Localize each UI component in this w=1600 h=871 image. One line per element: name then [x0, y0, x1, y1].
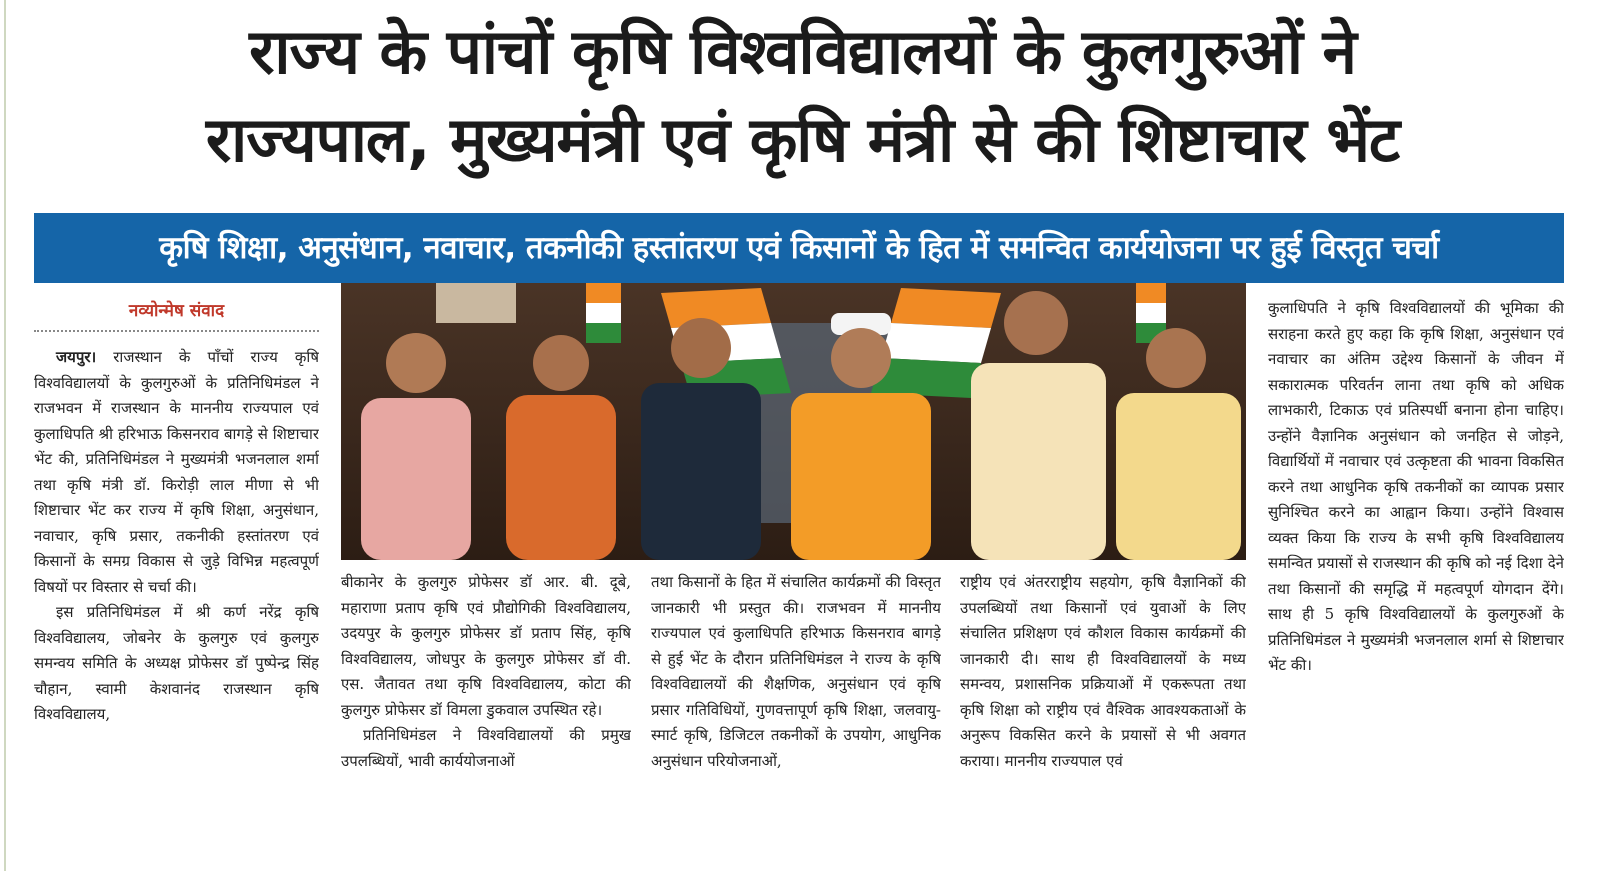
column-1-paragraph-2: इस प्रतिनिधिमंडल में श्री कर्ण नरेंद्र कृषि विश्वविद्यालय, जोबनेर के कुलगुरु एवं कुलगुरु समन्वय समिति के अध्यक्ष प्रोफेसर डॉ पुष्पेन्द्र सिंह चौहान, स्वामी केशवानंद राजस्थान कृषि विश्वविद्यालय, — [34, 603, 319, 723]
column-5-paragraph-1: कुलाधिपति ने कृषि विश्वविद्यालयों की भूमिका की सराहना करते हुए कहा कि कृषि शिक्षा, अनुसंधान एवं नवाचार का अंतिम उद्देश्य किसानों के जीवन में सकारात्मक परिवर्तन लाना तथा कृषि को अधिक लाभकारी, टिकाऊ एवं प्रतिस्पर्धी बनाना होना चाहिए। उन्होंने वैज्ञानिक अनुसंधान को जनहित से जोड़ने, विद्यार्थियों में नवाचार एवं उत्कृष्टता की भावना विकसित करने तथा आधुनिक कृषि तकनीकों का व्यापक प्रसार सुनिश्चित करने का आह्वान किया। उन्होंने विश्वास व्यक्त किया कि राज्य के सभी कृषि विश्वविद्यालय समन्वित प्रयासों से राजस्थान की कृषि को नई दिशा देने तथा किसानों की समृद्धि में महत्वपूर्ण योगदान देंगे। साथ ही 5 कृषि विश्वविद्यालयों के कुलगुरुओं के प्रतिनिधिमंडल ने मुख्यमंत्री भजनलाल शर्मा से शिष्टाचार भेंट की। — [1268, 299, 1564, 674]
article-column-4 — [960, 570, 1246, 860]
article-column-3 — [651, 570, 941, 860]
column-2-paragraph-1: बीकानेर के कुलगुरु प्रोफेसर डॉ आर. बी. दूबे, महाराणा प्रताप कृषि एवं प्रौद्योगिकी विश्वविद्यालय, उदयपुर के कुलगुरु प्रोफेसर डॉ प्रताप सिंह, कृषि विश्वविद्यालय, जोधपुर के कुलगुरु प्रोफेसर डॉ वी. एस. जैतावत तथा कृषि विश्वविद्यालय, कोटा की कुलगुरु प्रोफेसर डॉ विमला डुकवाल उपस्थित रहे। — [341, 573, 631, 719]
dateline-place: जयपुर। — [56, 348, 97, 366]
headline-line-1: राज्य के पांचों कृषि विश्वविद्यालयों के कुलगुरुओं ने — [249, 15, 1356, 88]
group-photo-illustration — [341, 283, 1246, 560]
article-column-2 — [341, 570, 631, 860]
article-column-5 — [1268, 296, 1564, 860]
subheadline-banner: कृषि शिक्षा, अनुसंधान, नवाचार, तकनीकी हस्तांतरण एवं किसानों के हित में समन्वित कार्ययोजना पर हुई विस्तृत चर्चा — [34, 213, 1564, 283]
byline: नव्योन्मेष संवाद — [128, 301, 225, 321]
group-photo — [341, 283, 1246, 560]
column-1-paragraph-1: राजस्थान के पाँचों राज्य कृषि विश्वविद्यालयों के कुलगुरुओं के प्रतिनिधिमंडल ने राजभवन में राजस्थान के माननीय राज्यपाल एवं कुलाधिपति श्री हरिभाऊ किसनराव बागड़े से शिष्टाचार भेंट की, प्रतिनिधिमंडल ने मुख्यमंत्री भजनलाल शर्मा तथा कृषि मंत्री डॉ. किरोड़ी लाल मीणा से भी शिष्टाचार भेंट कर राज्य में कृषि शिक्षा, अनुसंधान, नवाचार, कृषि प्रसार, तकनीकी हस्तांतरण एवं किसानों के समग्र विकास से जुड़े विभिन्न महत्वपूर्ण विषयों पर विस्तार से चर्चा की। — [34, 348, 319, 596]
page-edge-rule — [4, 0, 6, 871]
column-3-paragraph-1: तथा किसानों के हित में संचालित कार्यक्रमों की विस्तृत जानकारी भी प्रस्तुत की। राजभवन में माननीय राज्यपाल एवं कुलाधिपति हरिभाऊ किसनराव बागड़े से हुई भेंट के दौरान प्रतिनिधिमंडल ने राज्य के कृषि विश्वविद्यालयों की शैक्षणिक, अनुसंधान एवं कृषि प्रसार गतिविधियों, गुणवत्तापूर्ण कृषि शिक्षा, जलवायु-स्मार्ट कृषि, डिजिटल तकनीकों के उपयोग, आधुनिक अनुसंधान परियोजनाओं, — [651, 573, 941, 770]
column-2-paragraph-2: प्रतिनिधिमंडल ने विश्वविद्यालयों की प्रमुख उपलब्धियों, भावी कार्ययोजनाओं — [341, 726, 631, 770]
column-4-paragraph-1: राष्ट्रीय एवं अंतरराष्ट्रीय सहयोग, कृषि वैज्ञानिकों की उपलब्धियों तथा किसानों एवं युवाओं के लिए संचालित प्रशिक्षण एवं कौशल विकास कार्यक्रमों की जानकारी दी। साथ ही विश्वविद्यालयों के मध्य समन्वय, प्रशासनिक प्रक्रियाओं में एकरूपता तथा कृषि शिक्षा को राष्ट्रीय एवं वैश्विक आवश्यकताओं के अनुरूप विकसित करने के प्रयासों से भी अवगत कराया। माननीय राज्यपाल एवं — [960, 573, 1246, 770]
headline — [30, 8, 1575, 184]
flag-left — [586, 283, 621, 343]
byline-divider — [34, 330, 319, 332]
article-column-1 — [34, 345, 319, 860]
headline-line-2: राज्यपाल, मुख्यमंत्री एवं कृषि मंत्री से की शिष्टाचार भेंट — [205, 103, 1400, 176]
